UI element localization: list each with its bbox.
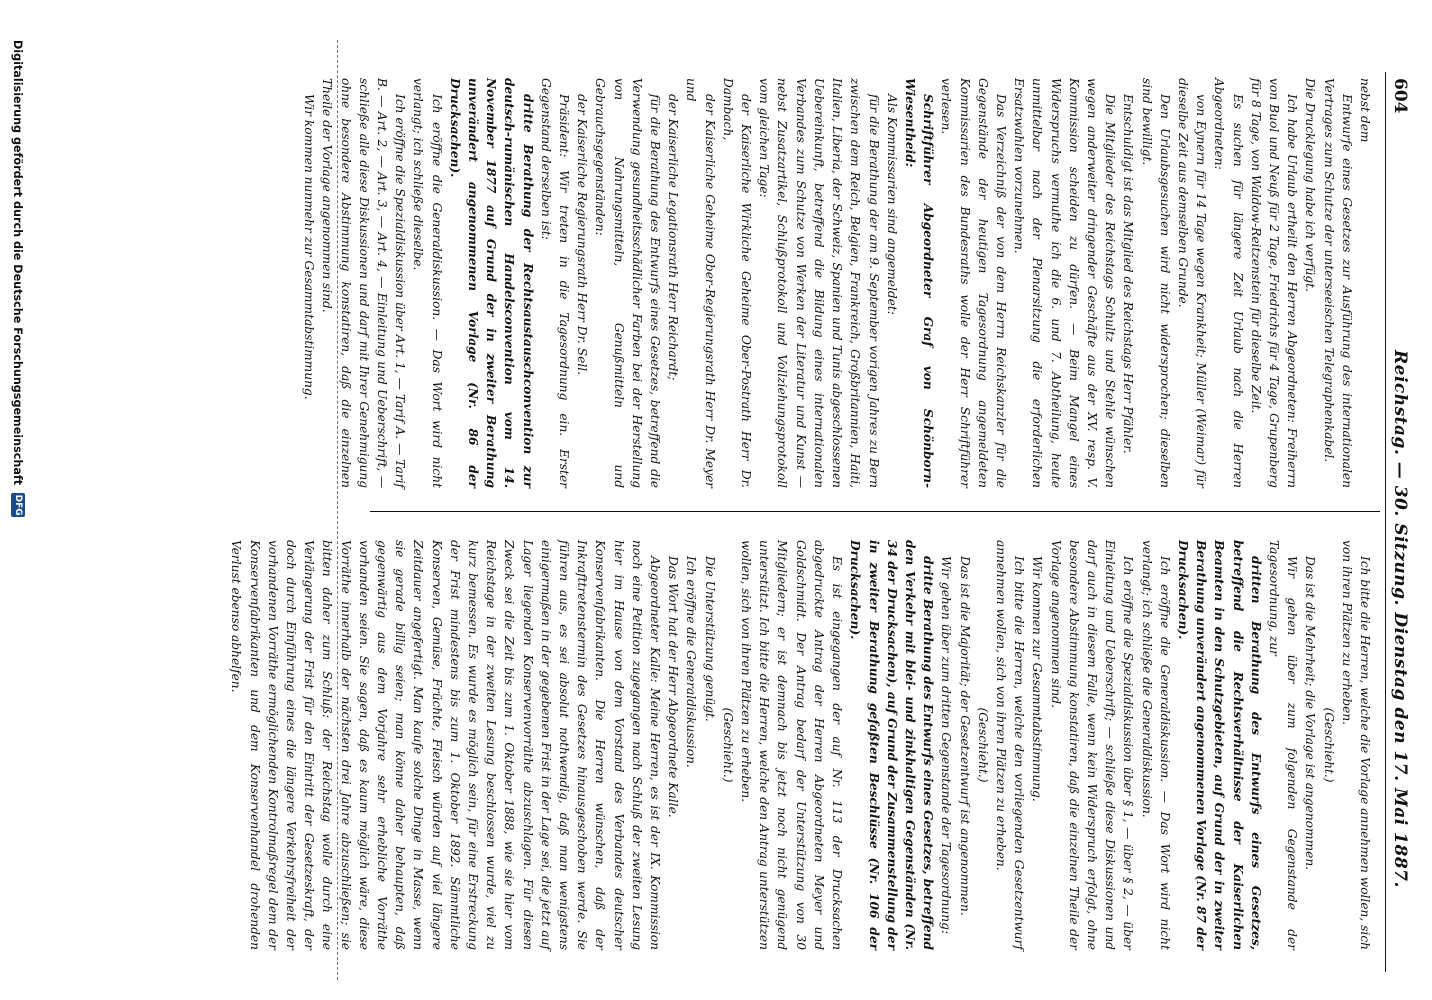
paragraph: Wir kommen zur Gesammtabstimmung. [1030, 556, 1045, 802]
left-column [300, 78, 1374, 488]
paragraph: Das Verzeichniß der von dem Herrn Reichskanzler für die Gegenstände der heutigen Tagesordnung angemeldeten Kommissarien des Bundesraths wolle der Herr Schriftführer verlesen. [939, 78, 1008, 488]
paragraph: Als Kommissarien sind angemeldet: [884, 94, 899, 315]
paragraph: Ich eröffne die Generaldiskussion. [684, 556, 699, 768]
paragraph: dritte Berathung der Rechtsaustauschconvention zur deutsch-rumänischen Handelsconvention vom 14. November 1877 auf Grund der in zweiter Berathung unverändert angenommenen Vorlage (Nr. 86 der Drucksachen). [447, 78, 535, 488]
dfg-logo: DFG [13, 494, 23, 516]
bottom-margin-rule [337, 40, 338, 980]
paragraph: (Geschieht.) [720, 707, 735, 783]
paragraph: Wir kommen nunmehr zur Gesammtabstimmung. [302, 94, 317, 400]
paragraph: dritte Berathung des Entwurfs eines Gesetzes, betreffend den Verkehr mit blei- und zinkhaltigen Gegenständen (Nr. 34 der Drucksachen), auf Grund der Zusammenstellung der in zweiter Berathung gefaßten Beschlüsse (Nr. 106 der Drucksachen). [848, 540, 936, 950]
paragraph: Präsident: Wir treten in die Tagesordnung ein. Erster Gegenstand derselben ist: [538, 78, 572, 488]
paragraph: Die Mitglieder des Reichstags Schultz und Stehle wünschen wegen anderweiter dringender Geschäfte aus der XV. resp. V. Kommission scheiden zu dürfen. — Beim Mangel eines Widerspruchs vermuthe ich die 6. und 7. Abtheilung, heute unmittelbar nach der Plenarsitzung die erforderlichen Ersatzwahlen vorzunehmen. [1012, 78, 1118, 488]
paragraph: Entschuldigt ist das Mitglied des Reichstags Herr Pfähler. [1121, 94, 1136, 454]
paragraph: Ich eröffne die Spezialdiskussion über § 1, — über § 2, — über Einleitung und Ueberschrift; — schließe diese Diskussionen und darf auch in diesem Falle, wenn kein Widerspruch erfolgt, ohne besondere Abstimmung konstatiren, daß die einzelnen Theile der Vorlage angenommen sind. [1048, 540, 1136, 950]
paragraph: von Eynern für 14 Tage wegen Krankheit; Müller (Weimar) für dieselbe Zeit aus demselben Grunde. [1175, 78, 1209, 488]
column-divider [370, 511, 1380, 512]
paragraph: Ich bitte die Herren, welche die Vorlage annehmen wollen, sich von ihren Plätzen zu erheben. [1339, 540, 1372, 950]
paragraph: für die Berathung des Entwurfs eines Gesetzes, betreffend die Verwendung gesundheitsschädlicher Farben bei der Herstellung von Nahrungsmitteln, Genußmitteln und Gebrauchsgegenständen: [593, 78, 663, 488]
paragraph: nebst dem [1358, 78, 1372, 143]
paragraph: Wir gehen über zum folgenden Gegenstande der Tagesordnung, zur [1266, 540, 1300, 950]
paragraph: Es suchen für längere Zeit Urlaub nach die Herren Abgeordneten: [1212, 78, 1245, 488]
header-rule [1385, 72, 1386, 972]
paragraph: Ich bitte die Herren, welche den vorliegenden Gesetzentwurf annehmen wollen, sich von ihren Plätzen zu erheben. [993, 540, 1027, 950]
paragraph: Das ist die Majorität; der Gesetzentwurf ist angenommen. [957, 556, 972, 916]
paragraph: Entwurfe eines Gesetzes zur Ausführung des internationalen Vertrages zum Schutze der unterseeischen Telegraphenkabel. [1321, 78, 1354, 488]
paragraph: Ich habe Urlaub ertheilt den Herren Abgeordneten: Freiherrn von Buol und Neuß für 2 Tage, Friedrichs für 4 Tage, Grupenberg für 8 Tage, von Waldow-Reitzenstein für dieselbe Zeit. [1248, 78, 1300, 488]
paragraph: für die Berathung der am 9. September vorigen Jahres zu Bern zwischen dem Reich, Belgien, Frankreich, Großbritannien, Haiti, Italien, Liberia, der Schweiz, Spanien und Tunis abgeschlossenen Uebereinkunft, betreffend die Bildung eines internationalen Verbandes zum Schutze von Werken der Literatur und Kunst — nebst Zusatzartikel, Schlußprotokoll und Vollziehungsprotokoll vom gleichen Tage: [757, 78, 881, 488]
paragraph: Das ist die Mehrheit; die Vorlage ist angenommen. [1303, 556, 1318, 871]
paragraph: Es ist eingegangen der auf Nr. 113 der Drucksachen abgedruckte Antrag der Herren Abgeordneten Meyer und Goldschmidt. Der Antrag bedarf der Unterstützung von 30 Mitgliedern; er ist demnach bis jetzt noch nicht genügend unterstützt. Ich bitte die Herren, welche den Antrag unterstützen wollen, sich von ihren Plätzen zu erheben. [739, 540, 845, 950]
right-column [227, 540, 1374, 950]
running-head: Reichstag. — 30. Sitzung. Dienstag den 17. Mai 1887. [1390, 350, 1410, 888]
paragraph: Den Urlaubsgesuchen wird nicht widersprochen; dieselben sind bewilligt. [1139, 78, 1172, 488]
paragraph: der Kaiserliche Geheime Ober-Regierungsrath Herr Dr. Meyer und [684, 78, 717, 488]
paragraph: der Kaiserliche Legationsrath Herr Reichardt; [666, 94, 681, 381]
paragraph: der Kaiserliche Wirkliche Geheime Ober-Postrath Herr Dr. Dambach, [720, 78, 754, 488]
paragraph: dritten Berathung des Entwurfs eines Gesetzes, betreffend die Rechtsverhältnisse der Kaiserlichen Beamten in den Schutzgebieten, auf Grund der in zweiter Berathung unverändert angenommenen Vorlage (Nr. 87 der Drucksachen). [1175, 540, 1263, 950]
paragraph: Wir gehen über zum dritten Gegenstande der Tagesordnung: [939, 556, 954, 935]
paragraph: Abgeordneter Kalle: Meine Herren, es ist der IX. Kommission noch eine Petition zugegangen nach Schluß der zweiten Lesung hier im Hause von dem Vorstand des Verbandes deutscher Konservenfabrikanten. Die Herren wünschen, daß der Inkrafttretenstermin des Gesetzes hinausgeschoben werde. Sie führen aus, es sei absolut nothwendig, daß man wenigstens einigermaßen in der gegebenen Frist in der Lage sei, die jetzt auf Lager liegenden Konservenvorräthe abzuschlagen. Für diesen Zweck sei die Zeit bis zum 1. Oktober 1888, wie sie hier vom Reichstage in der zweiten Lesung beschlossen wurde, viel zu kurz bemessen. Es wurde es möglich sein, für eine Erstreckung der Frist mindestens bis zum 1. Oktober 1892. Sämmtliche Konserven, Gemüse, Früchte, Fleisch würden auf viel längere Zeitdauer angefertigt. Man kaufe solche Dinge in Masse, wenn sie gerade billig seien; man könne daher behaupten, daß gegenwärtig aus dem Vorjahre sehr erhebliche Vorräthe vorhanden seien. Sie sagen, daß es kaum möglich wäre, diese Vorräthe innerhalb der nächsten drei Jahre abzuschließen; sie bitten daher zum Schluß: der Reichstag wolle durch eine Verlängerung der Frist für den Eintritt der Gesetzeskraft, der doch durch Einführung eines die längere Verkehrsfreiheit der vorhandenen Vorräthe ermöglichenden Kontrolmaßregel dem der Konservenfabrikanten und dem Konservenhandel drohenden Verlust ebenso abhelfen. [229, 540, 663, 950]
paragraph: Die Unterstützung genügt. [702, 556, 717, 722]
digitization-footer [4, 40, 32, 980]
paragraph: Die Drucklegung habe ich verfügt. [1303, 78, 1318, 293]
paragraph: Schriftführer Abgeordneter Graf von Schönborn-Wiesentheid: [902, 78, 936, 488]
paragraph: Ich eröffne die Spezialdiskussion über Art. 1, — Tarif A. — Tarif B. — Art. 2, — Art. 3, — Art. 4, — Einleitung und Ueberschrift, — schließe alle diese Diskussionen und darf mit Ihrer Genehmigung ohne besondere Abstimmung konstatiren, daß die einzelnen Theile der Vorlage angenommen sind. [320, 78, 408, 488]
digitization-note: Digitalisierung gefördert durch die Deutsche Forschungsgemeinschaft [11, 40, 25, 486]
paragraph: Ich eröffne die Generaldiskussion. — Das Wort wird nicht verlangt; ich schließe die Generaldiskussion. [1139, 540, 1172, 950]
paragraph: (Geschieht.) [1321, 707, 1336, 783]
paragraph: Das Wort hat der Herr Abgeordnete Kalle. [666, 556, 681, 818]
page-number: 604 [1390, 78, 1410, 114]
page-header [1370, 0, 1432, 1000]
paragraph: (Geschieht.) [975, 707, 990, 783]
paragraph: Ich eröffne die Generaldiskussion. — Das Wort wird nicht verlangt; ich schließe dieselbe. [411, 78, 444, 488]
paragraph: der Kaiserliche Regierungsrath Herr Dr. Sell. [575, 94, 590, 376]
